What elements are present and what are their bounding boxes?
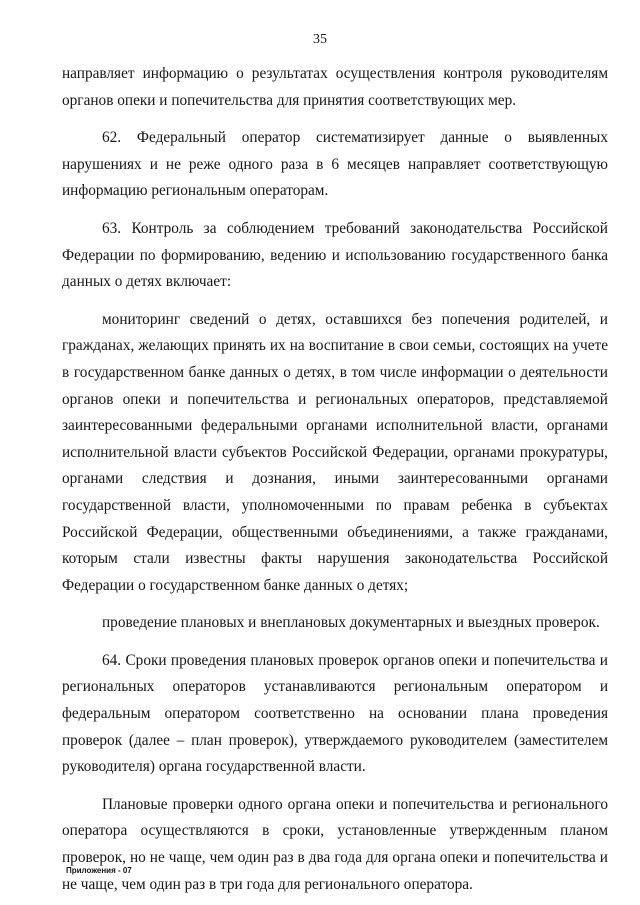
paragraph-continuation: направляет информацию о результатах осуществления контроля руководителям органов опеки и попечительства для принятия соответствующих мер. (62, 65, 608, 109)
page-number: 35 (313, 32, 327, 47)
paragraph-inspections: проведение плановых и внеплановых документарных и выездных проверок. (102, 614, 600, 632)
paragraph-63: 63. Контроль за соблюдением требований законодательства Российской Федерации по формированию, ведению и использованию государственного банка данных о детях включает: (62, 219, 608, 291)
paragraph-62: 62. Федеральный оператор систематизирует данные о выявленных нарушениях и не реже одного раза в 6 месяцев направляет соответствующую информацию региональным операторам. (62, 129, 608, 200)
paragraph-planned-inspections: Плановые проверки одного органа опеки и попечительства и регионального оператора осуществляются в сроки, установленные утвержденным планом проверок, но не чаще, чем один раз в два года для органа опеки и попечительства и не чаще, чем один раз в три года для регионального оператора. (62, 795, 608, 893)
paragraph-monitoring: мониторинг сведений о детях, оставшихся без попечения родителей, и гражданах, желающих принять их на воспитание в свои семьи, состоящих на учете в государственном банке данных о детях, в том числе информации о деятельности органов опеки и попечительства и региональных операторов, представляемой заинтересованными федеральными органами исполнительной власти, органами исполнительной власти субъектов Российской Федерации, органами прокуратуры, органами следствия и дознания, иными заинтересованными органами государственной власти, уполномоченными по правам ребенка в субъектах Российской Федерации, общественными объединениями, а также гражданами, которым стали известны факты нарушения законодательства Российской Федерации о государственном банке данных о детях; (62, 310, 608, 594)
paragraph-64: 64. Сроки проведения плановых проверок органов опеки и попечительства и региональных операторов устанавливаются региональным оператором и федеральным оператором соответственно на основании плана проведения проверок (далее – план проверок), утверждаемого руководителем (заместителем руководителя) органа государственной власти. (62, 651, 608, 776)
document-body (62, 61, 608, 898)
footer-label: Приложения - 07 (66, 866, 132, 875)
